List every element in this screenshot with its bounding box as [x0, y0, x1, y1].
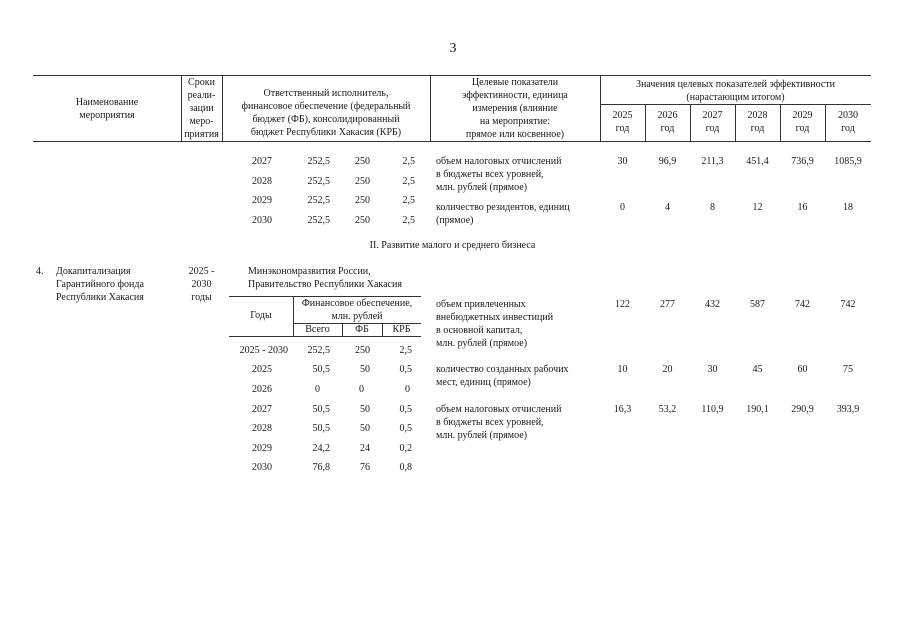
indicator-value: 96,9 — [658, 156, 677, 167]
fin-year: 2030 — [252, 215, 272, 226]
fin-krb: 2,5 — [402, 195, 415, 206]
fin-fb: 250 — [355, 345, 370, 356]
fin-table-bottom-rule — [229, 336, 421, 337]
fin-fb: 250 — [355, 156, 370, 167]
fin-krb: 2,5 — [402, 176, 415, 187]
indicator-value: 393,9 — [836, 404, 860, 415]
fin-total: 252,5 — [307, 176, 330, 187]
fin-total: 50,5 — [312, 364, 330, 375]
indicator-value: 742 — [795, 299, 810, 310]
header-indicators: Целевые показатели эффективности, единица измерения (влияние на мероприятие: прямое или косвенное) — [462, 77, 568, 140]
indicator-value: 30 — [707, 364, 718, 375]
fin-krb: 0,5 — [399, 404, 412, 415]
fin-krb: 0,5 — [399, 423, 412, 434]
fin-fb: 250 — [355, 195, 370, 206]
indicator-value: 53,2 — [658, 404, 677, 415]
fin-year: 2025 — [252, 364, 272, 375]
fin-total: 252,5 — [307, 215, 330, 226]
header-terms: Сроки реали- зации меро- приятия — [184, 77, 219, 140]
fin-year: 2027 — [252, 156, 272, 167]
fin-year: 2026 — [252, 384, 272, 395]
item-number: 4. — [36, 266, 44, 277]
indicator-value: 18 — [843, 202, 853, 213]
header-year-2028: 2028 год — [747, 110, 768, 134]
fin-krb: 2,5 — [402, 156, 415, 167]
indicator-value: 16 — [797, 202, 808, 213]
header-responsible: Ответственный исполнитель, финансовое обеспечение (федеральный бюджет (ФБ), консолидированный бюджет Республики Хакасия (КРБ) — [241, 88, 411, 138]
fin-total: 50,5 — [312, 404, 330, 415]
indicator-value: 587 — [750, 299, 765, 310]
fin-total: 0 — [315, 384, 320, 395]
fin-total: 252,5 — [307, 345, 330, 356]
fin-header-title: Финансовое обеспечение, млн. рублей — [301, 298, 413, 322]
indicator-text: объем налоговых отчислений в бюджеты всех уровней, млн. рублей (прямое) — [436, 404, 562, 441]
fin-krb: 2,5 — [399, 345, 412, 356]
indicator-value: 110,9 — [701, 404, 724, 415]
header-year-2030: 2030 год — [838, 110, 858, 134]
header-year-2029: 2029 год — [792, 110, 813, 134]
header-values-title: Значения целевых показателей эффективности (нарастающим итогом) — [635, 79, 836, 103]
item-responsible: Минэкономразвития России, Правительство Республики Хакасия — [248, 266, 402, 290]
header-bottom-rule — [33, 141, 871, 142]
indicator-value: 277 — [660, 299, 675, 310]
fin-total: 24,2 — [312, 443, 330, 454]
header-year-2027: 2027 год — [702, 110, 723, 134]
fin-header-fb: ФБ — [355, 324, 369, 335]
fin-header-krb: КРБ — [392, 324, 411, 335]
indicator-value: 75 — [843, 364, 853, 375]
header-name: Наименование мероприятия — [75, 97, 139, 121]
indicator-value: 4 — [665, 202, 670, 213]
indicator-value: 290,9 — [791, 404, 814, 415]
fin-fb: 0 — [359, 384, 364, 395]
fin-year: 2028 — [252, 176, 272, 187]
section-title: II. Развитие малого и среднего бизнеса — [369, 240, 536, 251]
fin-krb: 0 — [405, 384, 410, 395]
fin-header-years: Годы — [250, 310, 272, 321]
item-terms: 2025 - 2030 годы — [188, 266, 215, 303]
indicator-value: 451,4 — [746, 156, 769, 167]
header-year-2025: 2025 год — [612, 110, 633, 134]
fin-total: 252,5 — [307, 156, 330, 167]
page-number: 3 — [449, 41, 457, 56]
indicator-text: количество резидентов, единиц (прямое) — [436, 202, 570, 226]
header-year-2026: 2026 год — [657, 110, 678, 134]
fin-year: 2030 — [252, 462, 272, 473]
fin-krb: 0,5 — [399, 364, 412, 375]
fin-total: 50,5 — [312, 423, 330, 434]
fin-krb: 0,8 — [399, 462, 412, 473]
fin-krb: 2,5 — [402, 215, 415, 226]
fin-year: 2025 - 2030 — [239, 345, 288, 356]
fin-total: 76,8 — [312, 462, 330, 473]
indicator-value: 45 — [752, 364, 763, 375]
indicator-value: 30 — [617, 156, 628, 167]
fin-total: 252,5 — [307, 195, 330, 206]
indicator-value: 60 — [797, 364, 808, 375]
indicator-value: 1085,9 — [834, 156, 862, 167]
fin-fb: 250 — [355, 215, 370, 226]
indicator-text: объем привлеченных внебюджетных инвестиций в основной капитал, млн. рублей (прямое) — [436, 299, 554, 349]
indicator-value: 742 — [840, 299, 856, 310]
indicator-value: 190,1 — [746, 404, 769, 415]
indicator-value: 12 — [752, 202, 763, 213]
indicator-value: 122 — [615, 299, 630, 310]
indicator-value: 432 — [705, 299, 720, 310]
fin-year: 2029 — [252, 195, 272, 206]
indicator-text: объем налоговых отчислений в бюджеты всех уровней, млн. рублей (прямое) — [436, 156, 562, 193]
fin-year: 2027 — [252, 404, 272, 415]
indicator-value: 20 — [662, 364, 673, 375]
indicator-text: количество созданных рабочих мест, единиц (прямое) — [436, 364, 569, 388]
indicator-value: 8 — [710, 202, 715, 213]
indicator-value: 0 — [620, 202, 625, 213]
fin-header-total: Всего — [305, 324, 330, 335]
fin-fb: 50 — [360, 364, 370, 375]
fin-fb: 250 — [355, 176, 370, 187]
fin-year: 2028 — [252, 423, 272, 434]
fin-fb: 50 — [360, 404, 370, 415]
indicator-value: 211,3 — [701, 156, 724, 167]
fin-fb: 24 — [360, 443, 370, 454]
fin-fb: 50 — [360, 423, 370, 434]
item-name: Докапитализация Гарантийного фонда Республики Хакасия — [56, 266, 144, 303]
fin-krb: 0,2 — [399, 443, 412, 454]
indicator-value: 10 — [617, 364, 628, 375]
fin-year: 2029 — [252, 443, 272, 454]
fin-fb: 76 — [360, 462, 370, 473]
indicator-value: 16,3 — [613, 404, 632, 415]
indicator-value: 736,9 — [791, 156, 814, 167]
